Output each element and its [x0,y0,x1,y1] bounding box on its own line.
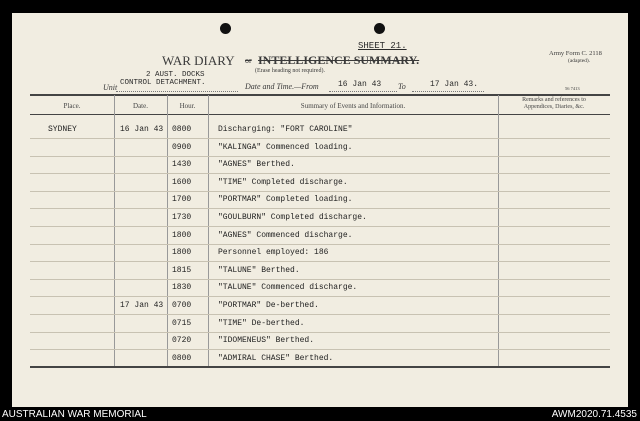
table-row [12,227,628,245]
row-hour: 1830 [172,283,192,293]
table-row [12,244,628,262]
row-hour: 0800 [172,125,192,134]
row-summary: "IDOMENEUS" Berthed. [218,336,315,346]
row-summary: "ADMIRAL CHASE" Berthed. [218,353,334,363]
row-hour: 1815 [172,265,192,275]
column-header-hour: Hour. [179,102,196,110]
row-hour: 1800 [172,230,192,240]
table-row [12,139,628,157]
row-place: SYDNEY [48,125,77,134]
table-row [12,332,628,350]
row-summary: "GOULBURN" Completed discharge. [218,213,367,222]
row-summary: "AGNES" Berthed. [218,160,295,170]
footer-institution: AUSTRALIAN WAR MEMORIAL [2,409,147,420]
row-hour: 0700 [172,301,192,310]
table-row [12,315,628,333]
erase-note: (Erase heading not required). [255,68,325,74]
title-war-diary: WAR DIARY [162,53,235,68]
row-date: 17 Jan 43 [120,301,164,310]
row-date: 16 Jan 43 [120,125,164,134]
column-header-place: Place. [63,102,81,110]
row-hour: 0800 [172,353,192,363]
form-code: 56 7413 [565,86,580,91]
table-row [12,191,628,209]
punch-hole [220,23,231,34]
row-hour: 1430 [172,160,192,170]
table-row [12,121,628,139]
table-row [12,350,628,368]
to-date: 17 Jan 43. [430,80,479,89]
unit-line-2: CONTROL DETACHMENT. [120,79,206,87]
row-summary: "TALUNE" Commenced discharge. [218,283,358,293]
row-summary: "TALUNE" Berthed. [218,265,300,275]
from-underline [329,91,397,92]
table-row [12,209,628,227]
table-row [12,174,628,192]
row-hour: 1700 [172,195,192,205]
title-intelligence-summary: INTELLIGENCE SUMMARY. [258,53,420,67]
table-row [12,279,628,297]
table-row [12,156,628,174]
column-header-remarks-2: Appendices, Diaries, &c. [523,104,585,110]
from-date: 16 Jan 43 [338,80,382,89]
row-hour: 0720 [172,336,192,346]
table-header-rule [30,114,610,115]
date-time-label: Date and Time.—From [245,82,319,91]
unit-underline [116,91,238,92]
sheet-number: SHEET 21. [358,41,407,51]
to-label: To [398,82,406,91]
diary-sheet [12,13,628,407]
table-row [12,262,628,280]
unit-line-1: 2 AUST. DOCKS [146,71,205,79]
to-underline [412,91,484,92]
title-or: or [245,56,252,65]
row-hour: 1730 [172,213,192,222]
row-summary: "PORTMAR" De-berthed. [218,301,319,310]
row-summary: "TIME" Completed discharge. [218,177,348,187]
unit-label: Unit [103,83,118,92]
army-form-adapted: (adapted). [568,58,591,64]
row-summary: "TIME" De-berthed. [218,318,305,328]
row-hour: 1600 [172,177,192,187]
row-summary: Personnel employed: 186 [218,248,329,258]
column-header-remarks-1: Remarks and references to [522,97,586,103]
table-row [12,297,628,315]
army-form-label: Army Form C. 2118 [549,50,602,57]
row-summary: Discharging: "FORT CAROLINE" [218,125,353,134]
column-header-summary: Summary of Events and Information. [300,102,406,110]
punch-hole [374,23,385,34]
row-summary: "AGNES" Commenced discharge. [218,230,353,240]
row-summary: "PORTMAR" Completed loading. [218,195,353,205]
row-summary: "KALINGA" Commenced loading. [218,142,353,152]
row-hour: 0715 [172,318,192,328]
row-hour: 1800 [172,248,192,258]
column-header-date: Date. [133,102,148,110]
table-top-rule [30,94,610,96]
footer-accession-number: AWM2020.71.4535 [551,409,637,420]
row-hour: 0900 [172,142,192,152]
